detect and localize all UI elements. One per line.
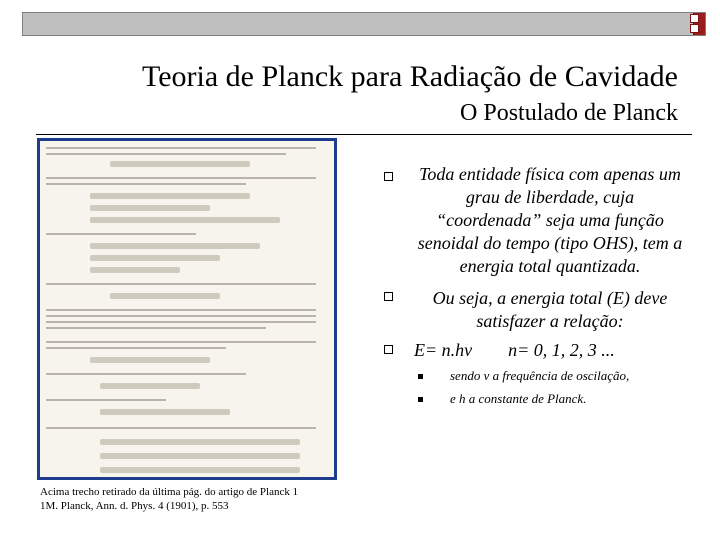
sub-bullet-text-2: e h a constante de Planck. xyxy=(450,391,587,406)
bullet-text-1: Toda entidade física com apenas um grau de liberdade, cuja “coordenada” seja uma função senoidal do tempo (tipo OHS), tem a energia total quantizada. xyxy=(417,164,683,276)
sub-bullet-icon xyxy=(418,374,423,379)
bullet-square-icon xyxy=(384,292,393,301)
sub-bullet-text-1: sendo ν a frequência de oscilação, xyxy=(450,368,630,383)
caption-line-2: 1M. Planck, Ann. d. Phys. 4 (1901), p. 553 xyxy=(40,500,229,512)
bullet-text-3: E= n.hν n= 0, 1, 2, 3 ... xyxy=(414,340,615,360)
sub-bullet-icon xyxy=(418,397,423,402)
planck-paper-image xyxy=(37,138,337,480)
title-divider xyxy=(36,134,692,135)
bullet-text-2: Ou seja, a energia total (E) deve satisfazer a relação: xyxy=(432,288,668,331)
title-bar-decoration xyxy=(22,12,706,36)
caption-line-1: Acima trecho retirado da última pág. do artigo de Planck 1 xyxy=(40,486,299,498)
bullet-square-icon xyxy=(384,345,393,354)
bullet-square-icon xyxy=(384,172,393,181)
slide-title: Teoria de Planck para Radiação de Cavidade xyxy=(142,60,678,93)
slide-subtitle: O Postulado de Planck xyxy=(460,100,678,126)
